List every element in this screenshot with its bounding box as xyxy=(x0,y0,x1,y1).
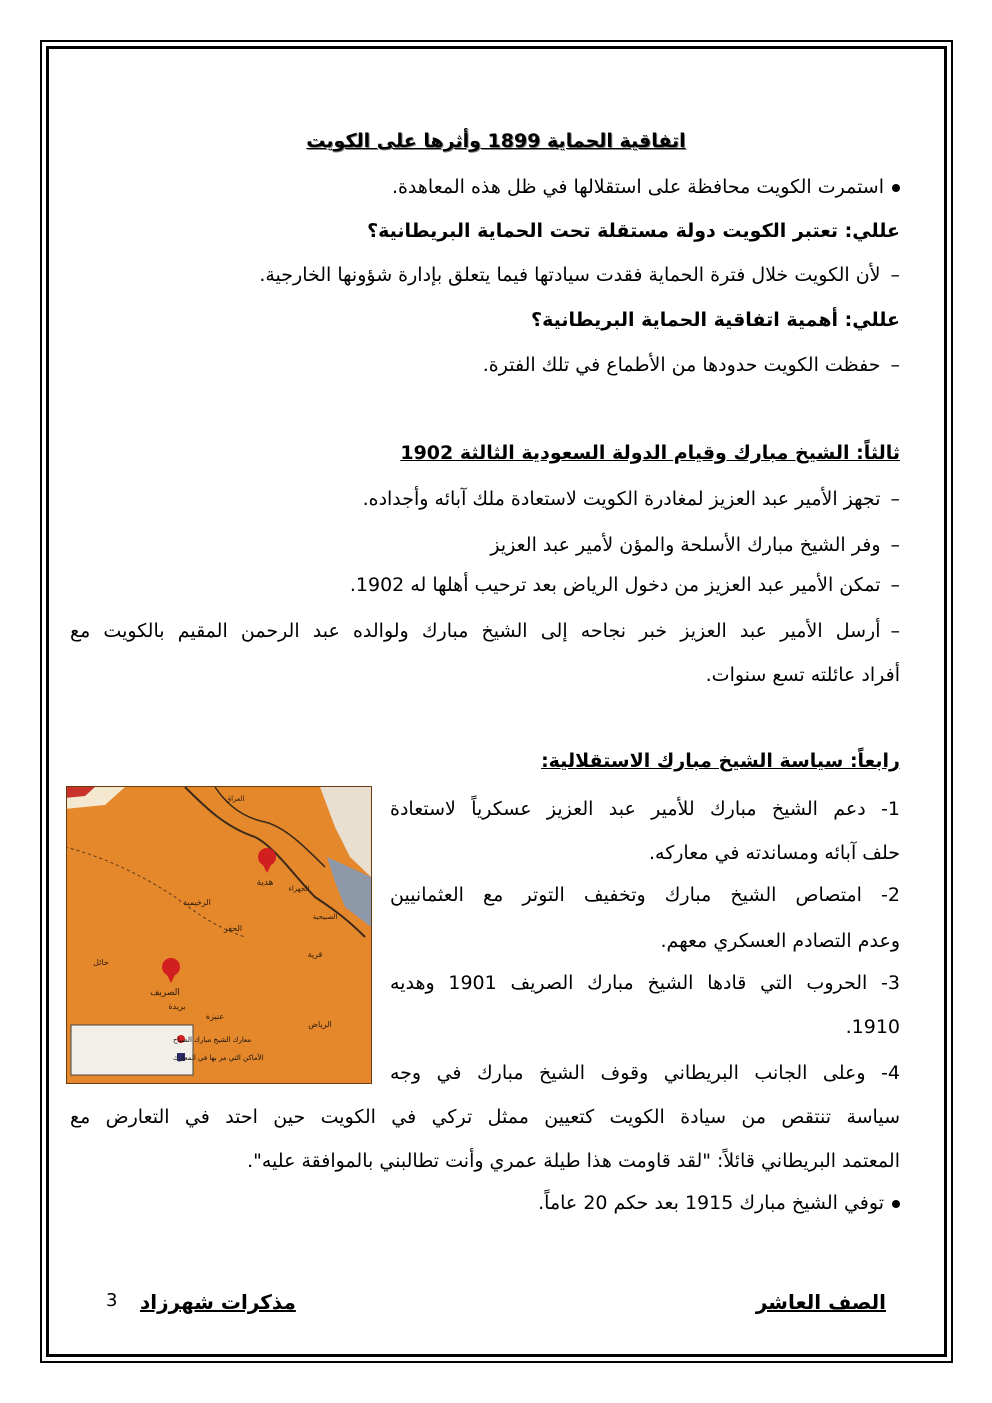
bullet-icon xyxy=(892,184,900,192)
map-label-jahra: الجهراء xyxy=(288,885,310,893)
bullet-item xyxy=(70,172,900,202)
map-label-qurayyah: قرية xyxy=(307,950,323,959)
policy-item-3-line-2: 1910. xyxy=(845,1016,900,1038)
map-label-buraydah: بريدة xyxy=(168,1002,186,1011)
policy-item-1-line-1: 1- دعم الشيخ مبارك للأمير عبد العزيز عسكرياً لاستعادة xyxy=(390,798,900,820)
footer-brand: مذكرات شهرزاد xyxy=(140,1290,296,1314)
section-heading-4: رابعاً: سياسة الشيخ مبارك الاستقلالية: xyxy=(541,750,900,772)
dash-icon: – xyxy=(890,620,900,642)
page-title: اتفاقية الحماية 1899 وأثرها على الكويت xyxy=(306,130,686,152)
policy-item-3-line-1: 3- الحروب التي قادها الشيخ مبارك الصريف 1901 وهديه xyxy=(390,972,900,994)
historical-map-image xyxy=(66,786,372,1084)
footer-grade: الصف العاشر xyxy=(755,1290,886,1314)
list-item xyxy=(70,616,900,646)
bullet-text: استمرت الكويت محافظة على استقلالها في ظل هذه المعاهدة. xyxy=(391,176,884,198)
legend-battles: معارك الشيخ مبارك الصباح xyxy=(173,1036,252,1044)
dash-icon: – xyxy=(890,354,900,376)
policy-item-1-line-2: حلف آبائه ومساندته في معاركه. xyxy=(648,842,900,864)
policy-item-3 xyxy=(390,968,900,998)
bullet-icon xyxy=(892,1200,900,1208)
question-2: عللي: أهمية اتفاقية الحماية البريطانية؟ xyxy=(531,309,900,331)
map-drawing xyxy=(66,787,371,1084)
legend-places: الأماكن التي مر بها في المعارك xyxy=(173,1054,264,1062)
list-item-continuation: أفراد عائلته تسع سنوات. xyxy=(705,664,900,686)
map-label-iraq: العراق xyxy=(225,795,245,803)
policy-item-2-line-1: 2- امتصاص الشيخ مبارك وتخفيف التوتر مع العثمانيين xyxy=(390,884,900,906)
page-number: 3 xyxy=(106,1290,118,1311)
list-item-text: تجهز الأمير عبد العزيز لمغادرة الكويت لاستعادة ملك آبائه وأجداده. xyxy=(362,488,881,510)
final-bullet-item xyxy=(70,1188,900,1218)
map-label-hadiya: هدية xyxy=(256,878,274,888)
map-label-riyadh: الرياض xyxy=(308,1020,332,1029)
map-label-rukhaymiyah: الرخيمية xyxy=(183,898,211,907)
dash-icon: – xyxy=(890,534,900,556)
map-label-subayhiyah: الصبيحية xyxy=(312,913,338,921)
list-item xyxy=(70,530,900,560)
answer-1-text: لأن الكويت خلال فترة الحماية فقدت سيادتها فيما يتعلق بإدارة شؤونها الخارجية. xyxy=(259,264,881,286)
policy-item-2-line-2: وعدم التصادم العسكري معهم. xyxy=(660,930,900,952)
section-heading-3: ثالثاً: الشيخ مبارك وقيام الدولة السعودية الثالثة 1902 xyxy=(400,442,900,464)
list-item xyxy=(70,570,900,600)
dash-icon: – xyxy=(890,264,900,286)
list-item-text: تمكن الأمير عبد العزيز من دخول الرياض بعد ترحيب أهلها له 1902. xyxy=(349,574,881,596)
policy-item-4-line-2: سياسة تنتقص من سيادة الكويت كتعيين ممثل تركي في الكويت حين احتد في التعارض مع xyxy=(70,1106,900,1128)
policy-item-4 xyxy=(390,1058,900,1088)
list-item-text: أرسل الأمير عبد العزيز خبر نجاحه إلى الشيخ مبارك ولوالده عبد الرحمن المقيم بالكويت مع xyxy=(70,620,881,642)
policy-item-4-line-1: 4- وعلى الجانب البريطاني وقوف الشيخ مبارك في وجه xyxy=(390,1062,900,1084)
answer-2 xyxy=(70,350,900,380)
map-label-hail: حائل xyxy=(93,958,109,967)
answer-2-text: حفظت الكويت حدودها من الأطماع في تلك الفترة. xyxy=(482,354,881,376)
map-label-unayzah: عنيزة xyxy=(205,1012,225,1021)
list-item-text: وفر الشيخ مبارك الأسلحة والمؤن لأمير عبد العزيز xyxy=(490,534,881,556)
policy-item-4-line-3: المعتمد البريطاني قائلاً: "لقد قاومت هذا طيلة عمري وأنت تطالبني بالموافقة عليه". xyxy=(247,1150,900,1172)
policy-item-2 xyxy=(390,880,900,910)
dash-icon: – xyxy=(890,574,900,596)
map-legend-box xyxy=(71,1025,193,1075)
map-label-sarif: الصريف xyxy=(150,988,180,998)
dash-icon: – xyxy=(890,488,900,510)
question-1: عللي: تعتبر الكويت دولة مستقلة تحت الحماية البريطانية؟ xyxy=(367,220,900,242)
answer-1 xyxy=(70,260,900,290)
policy-item-1 xyxy=(390,794,900,824)
final-bullet-text: توفي الشيخ مبارك 1915 بعد حكم 20 عاماً. xyxy=(538,1192,884,1214)
list-item xyxy=(70,484,900,514)
map-label-hafar: الحفر xyxy=(223,924,243,933)
